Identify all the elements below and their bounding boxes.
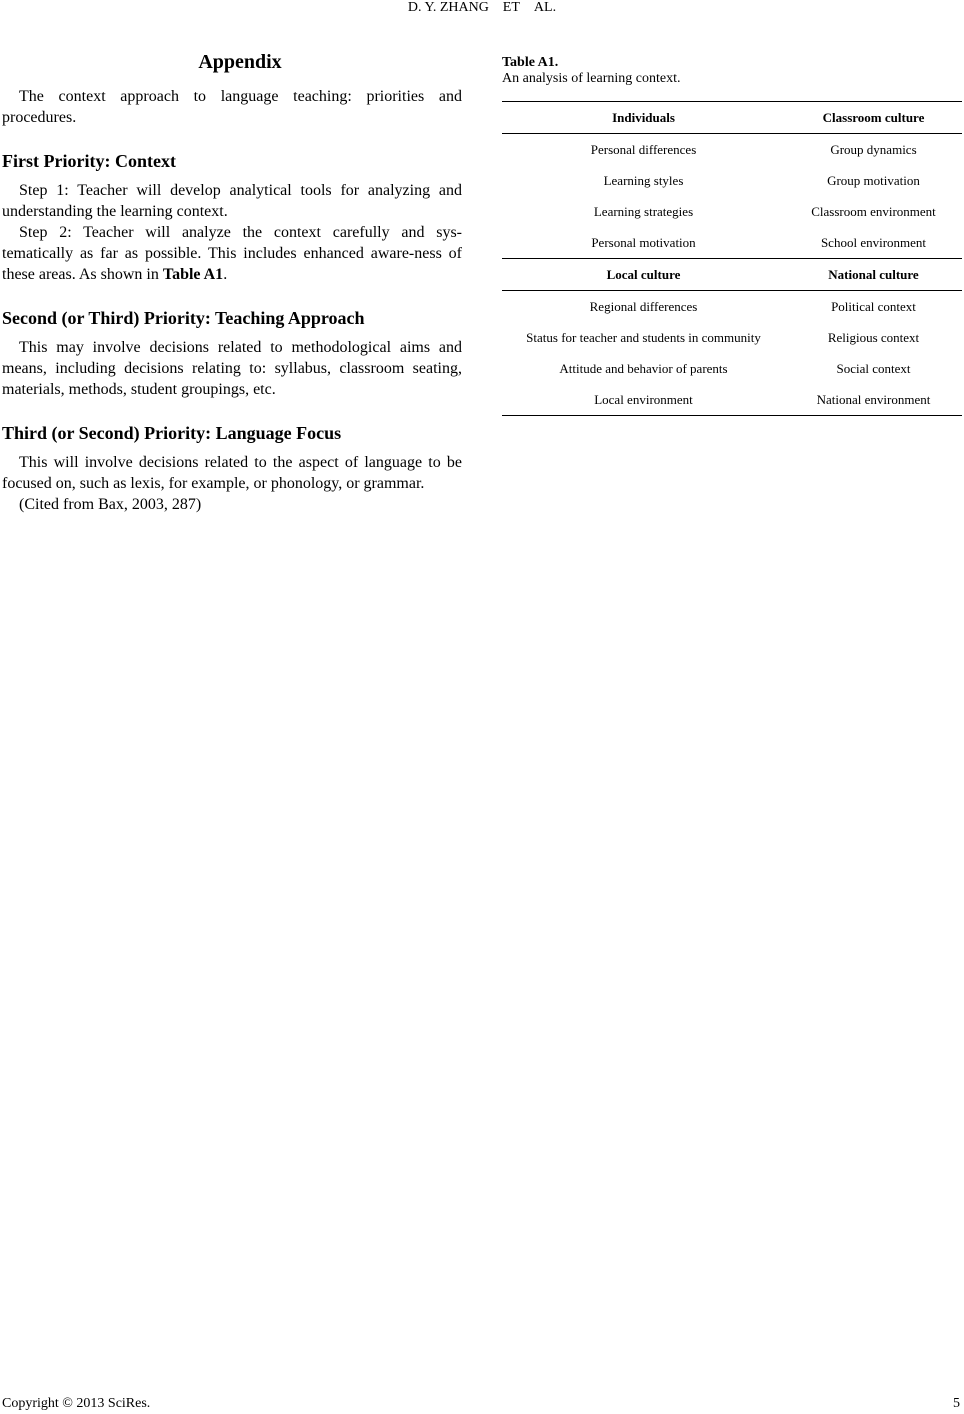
appendix-column — [2, 50, 462, 515]
step-1-paragraph: Step 1: Teacher will develop analytical tools for analyzing and understanding the learning context. — [2, 182, 462, 220]
running-head: D. Y. ZHANG ET AL. — [407, 0, 557, 15]
table-row — [502, 196, 962, 227]
section-heading-context: First Priority: Context — [2, 151, 176, 171]
table-column — [502, 55, 962, 416]
step-2-text: Step 2: Teacher will analyze the context carefully and sys-tematically as far as possible. This includes enhanced aware-ness of these areas. As shown in — [2, 224, 462, 283]
step-2-paragraph: Step 2: Teacher will analyze the context carefully and sys-tematically as far as possible. This includes enhanced aware-ness of these areas. As shown in Table A1. — [2, 224, 462, 283]
table-header-cell: Local culture — [502, 259, 785, 291]
table-header-cell: Individuals — [502, 102, 785, 134]
table-cell: Local environment — [502, 384, 785, 416]
table-cell: Social context — [836, 360, 911, 376]
copyright-footer: Copyright © 2013 SciRes. — [2, 1396, 151, 1411]
table-header-row — [502, 102, 962, 134]
table-row — [502, 384, 962, 416]
table-cell: Attitude and behavior of parents — [559, 360, 728, 376]
table-label: Table A1. — [502, 55, 559, 70]
table-cell: Personal differences — [590, 141, 697, 157]
table-cell: Group motivation — [827, 172, 920, 188]
table-row — [502, 227, 962, 259]
table-header-cell: National culture — [785, 259, 962, 291]
appendix-title: Appendix — [198, 51, 282, 73]
table-cell: School environment — [820, 234, 927, 250]
section-heading-language-focus: Third (or Second) Priority: Language Focus — [2, 423, 342, 443]
table-cell: Classroom environment — [811, 203, 936, 219]
language-focus-paragraph: This will involve decisions related to the aspect of language to be focused on, such as lexis, for example, or phonology, or grammar. — [2, 454, 462, 492]
table-header-row — [502, 259, 962, 291]
table-cell: Regional differences — [589, 298, 698, 314]
table-cell: Learning strategies — [593, 203, 694, 219]
table-cell: Political context — [831, 298, 916, 314]
page-number: 5 — [953, 1396, 960, 1411]
table-caption: An analysis of learning context. — [502, 71, 681, 86]
table-header-cell: Classroom culture — [785, 102, 962, 134]
table-cell: Status for teacher and students in community — [526, 329, 761, 345]
table-row — [502, 134, 962, 166]
table-cell: Personal motivation — [591, 234, 696, 250]
appendix-intro: The context approach to language teaching: priorities and procedures. — [2, 88, 462, 126]
table-reference-link[interactable]: Table A1 — [162, 266, 224, 283]
table-cell: Religious context — [827, 329, 920, 345]
teaching-approach-paragraph: This may involve decisions related to methodological aims and means, including decisions relating to: syllabus, classroom seating, materials, methods, student groupings, etc. — [2, 339, 462, 398]
table-cell: National environment — [785, 384, 962, 416]
section-heading-teaching-approach: Second (or Third) Priority: Teaching Approach — [2, 308, 365, 328]
citation-paragraph: (Cited from Bax, 2003, 287) — [19, 496, 202, 513]
table-cell: Learning styles — [603, 172, 684, 188]
table-cell: Group dynamics — [830, 141, 917, 157]
table-row — [502, 322, 962, 353]
table-row — [502, 353, 962, 384]
learning-context-table — [502, 101, 962, 416]
table-row — [502, 165, 962, 196]
table-row — [502, 291, 962, 323]
